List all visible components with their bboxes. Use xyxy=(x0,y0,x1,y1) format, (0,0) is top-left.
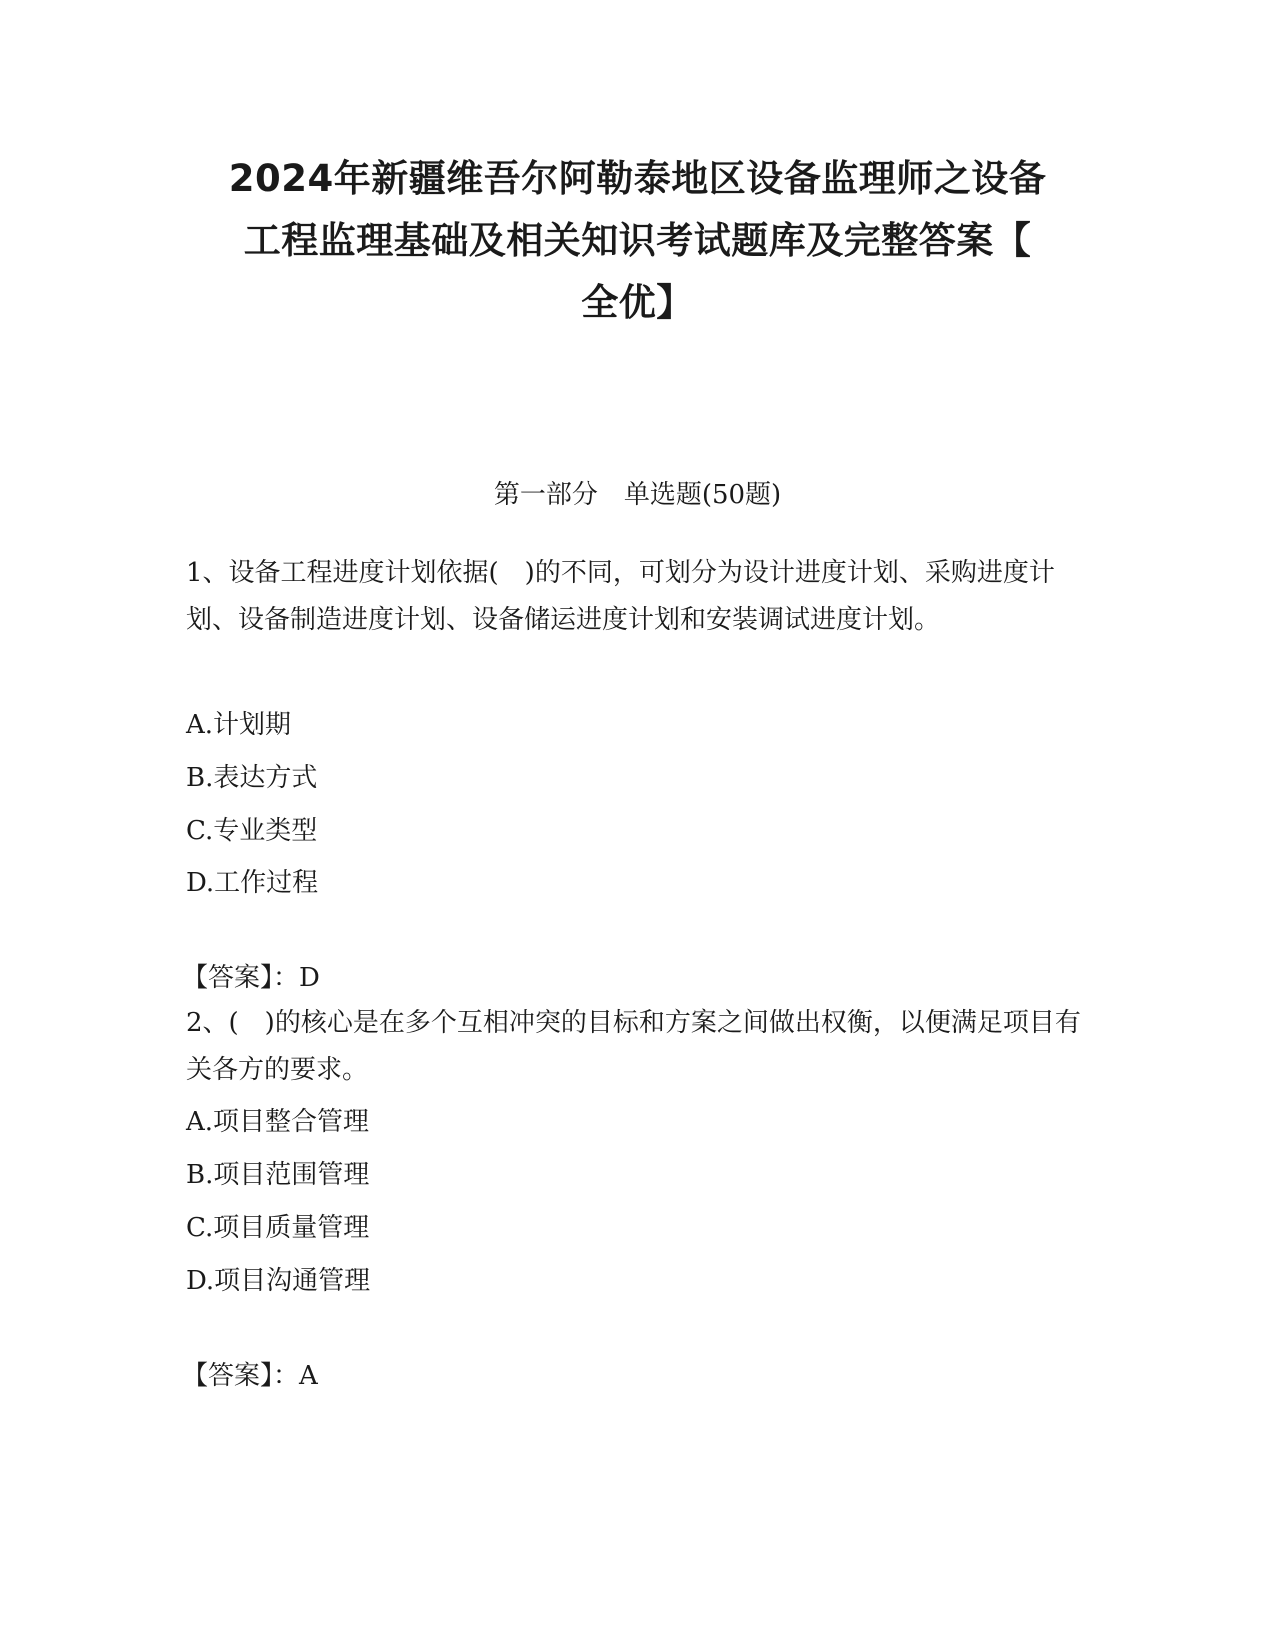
title-line-1: 2024年新疆维吾尔阿勒泰地区设备监理师之设备 xyxy=(228,157,1047,200)
document-title xyxy=(150,148,1125,334)
question-1 xyxy=(182,550,1086,993)
question-2 xyxy=(182,1000,1086,1391)
question-1-option-b: B.表达方式 xyxy=(186,763,318,793)
question-1-stem: 1、设备工程进度计划依据( )的不同，可划分为设计进度计划、采购进度计划、设备制造进度计划、设备储运进度计划和安装调试进度计划。 xyxy=(186,558,1055,635)
question-2-option-c: C.项目质量管理 xyxy=(186,1213,370,1243)
section-heading: 第一部分 单选题(50题) xyxy=(493,480,782,510)
question-2-option-b: B.项目范围管理 xyxy=(186,1160,370,1190)
question-1-option-a: A.计划期 xyxy=(186,710,292,740)
question-2-option-d: D.项目沟通管理 xyxy=(186,1266,371,1296)
question-2-answer: 【答案】：A xyxy=(182,1361,318,1391)
question-1-option-d: D.工作过程 xyxy=(186,868,319,898)
title-line-3: 全优】 xyxy=(581,281,694,324)
question-1-option-c: C.专业类型 xyxy=(186,816,318,846)
question-2-option-a: A.项目整合管理 xyxy=(186,1107,370,1137)
title-line-2: 工程监理基础及相关知识考试题库及完整答案【 xyxy=(243,219,1032,262)
question-2-stem: 2、( )的核心是在多个互相冲突的目标和方案之间做出权衡，以便满足项目有关各方的要求。 xyxy=(186,1008,1081,1085)
question-1-answer: 【答案】：D xyxy=(182,963,320,993)
